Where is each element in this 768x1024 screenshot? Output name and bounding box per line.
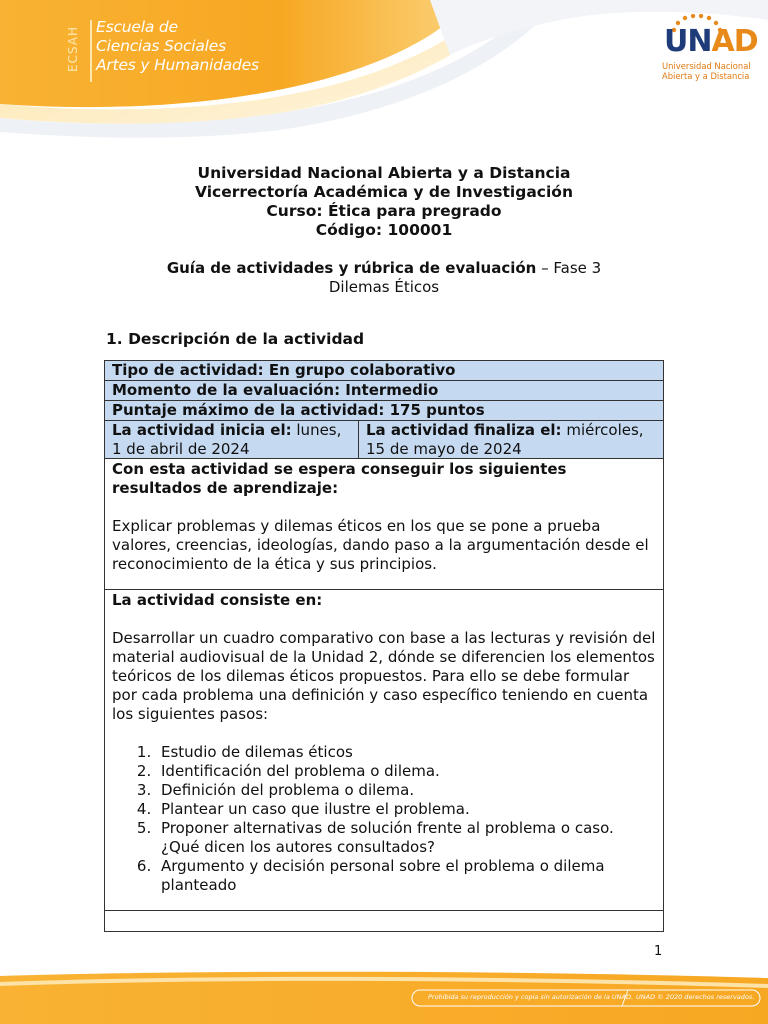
list-item: 3. Definición del problema o dilema. [156, 781, 656, 800]
evaluation-moment-row: Momento de la evaluación: Intermedio [105, 381, 663, 401]
vicerrectoria: Vicerrectoría Académica y de Investigación [195, 183, 573, 201]
list-item: 4. Plantear un caso que ilustre el problema. [156, 800, 656, 819]
learning-outcomes-cell [105, 459, 663, 590]
ecsah-logo [68, 16, 268, 86]
list-item: 6. Argumento y decisión personal sobre el problema o dilema planteado [156, 857, 656, 895]
unad-wordmark: UNAD [664, 24, 758, 59]
phase-name: Dilemas Éticos [328, 278, 440, 296]
learning-outcomes-text: Explicar problemas y dilemas éticos en los que se pone a prueba valores, creencias, ideologías, dando paso a la argumentación desde el reconocimiento de la ética y sus principios. [112, 517, 649, 573]
page-number: 1 [654, 944, 663, 959]
end-date-cell: La actividad finaliza el: miércoles, 15 de mayo de 2024 [366, 421, 644, 458]
list-item: 1. Estudio de dilemas éticos [156, 743, 656, 762]
ecsah-acronym: ECSAH [66, 25, 81, 73]
steps-list [112, 743, 656, 895]
start-date-cell: La actividad inicia el: lunes, 1 de abril de 2024 [105, 421, 359, 458]
activity-description-cell [105, 590, 663, 911]
empty-row [105, 911, 663, 931]
course-code: Código: 100001 [315, 221, 453, 239]
footer-rights: UNAD © 2020 derechos reservados. [636, 993, 755, 1001]
university-name: Universidad Nacional Abierta y a Distancia [197, 164, 571, 182]
activity-description-text: Desarrollar un cuadro comparativo con base a las lecturas y revisión del material audiovisual de la Unidad 2, dónde se diferencien los elementos teóricos de los dilemas éticos propuestos. Para ello se debe formular por cada problema una definición y caso específico teniendo en cuenta los siguientes pasos: [112, 629, 656, 723]
unad-logo [660, 14, 758, 84]
school-name-line-3: Artes y Humanidades [96, 56, 259, 74]
phase-label: – Fase 3 [536, 259, 602, 277]
activity-description-heading: La actividad consiste en: [112, 591, 323, 609]
dates-row [105, 421, 663, 459]
learning-outcomes-heading: Con esta actividad se espera conseguir los siguientes resultados de aprendizaje: [112, 460, 567, 497]
school-name-line-1: Escuela de [96, 18, 178, 36]
unad-subtitle: Universidad Nacional Abierta y a Distancia [662, 61, 751, 81]
course-name: Curso: Ética para pregrado [266, 202, 502, 220]
list-item: 2. Identificación del problema o dilema. [156, 762, 656, 781]
guide-title: Guía de actividades y rúbrica de evaluación [166, 259, 537, 277]
list-item: 5. Proponer alternativas de solución frente al problema o caso. ¿Qué dicen los autores consultados? [156, 819, 656, 857]
divider [90, 20, 92, 82]
activity-type-row: Tipo de actividad: En grupo colaborativo [105, 361, 663, 381]
activity-table [104, 360, 664, 932]
school-name-line-2: Ciencias Sociales [96, 37, 226, 55]
footer-copy-notice: Prohibida su reproducción y copia sin autorización de la UNAD. [428, 993, 634, 1001]
guide-subtitle [0, 259, 768, 297]
section-heading: 1. Descripción de la actividad [106, 330, 365, 348]
document-title-block [0, 164, 768, 240]
max-score-row: Puntaje máximo de la actividad: 175 puntos [105, 401, 663, 421]
